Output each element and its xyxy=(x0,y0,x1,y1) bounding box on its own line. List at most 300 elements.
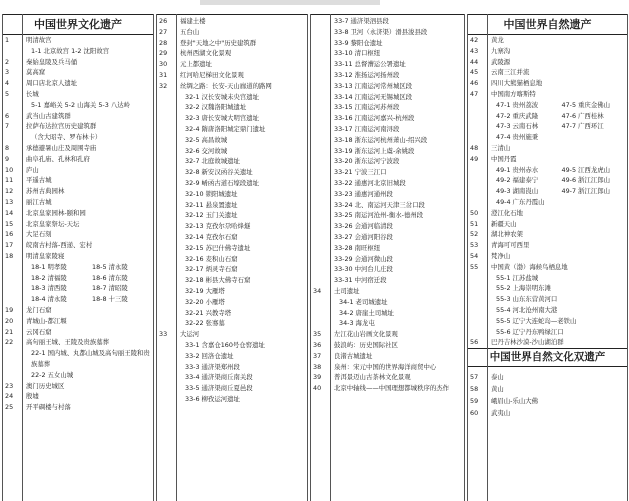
list-sub-item xyxy=(157,362,307,373)
item-name: 大足石刻 xyxy=(26,230,52,239)
item-number: 17 xyxy=(5,241,14,250)
item-number: 33 xyxy=(159,330,168,339)
item-name: 33-31 中河宿迁段 xyxy=(334,276,387,285)
list-sub-item xyxy=(3,100,153,111)
item-name: 55-5 辽宁大连蛇岛—老铁山 xyxy=(496,316,577,325)
item-name: 秦始皇陵及兵马俑 xyxy=(26,57,78,66)
item-name: 泉州：宋元中国的世界海洋商贸中心 xyxy=(334,362,437,371)
list-item xyxy=(468,407,627,419)
item-name: 龙门石窟 xyxy=(26,305,52,314)
list-item xyxy=(3,229,153,240)
item-name: 22-2 五女山城 xyxy=(31,370,74,379)
list-item xyxy=(157,48,307,59)
list-sub-item xyxy=(157,254,307,265)
item-name: 左江花山岩画文化景观 xyxy=(334,330,398,339)
list-sub-item xyxy=(468,294,627,305)
item-name: 32-8 新安汉函谷关遗址 xyxy=(185,168,253,177)
list-sub-item xyxy=(157,286,307,297)
list-sub-item xyxy=(468,316,627,327)
list-item xyxy=(3,305,153,316)
header-mixed-heritage: 中国世界自然文化双遗产 xyxy=(468,348,627,367)
item-name: 34-3 海龙屯 xyxy=(339,319,375,328)
item-name: 元上都遗址 xyxy=(180,60,212,69)
list-item xyxy=(311,243,464,254)
item-number: 16 xyxy=(5,230,14,239)
list-item xyxy=(311,70,464,81)
list-sub-item xyxy=(157,92,307,103)
list-item xyxy=(311,146,464,157)
item-name: 47-5 重庆金佛山 xyxy=(561,100,610,109)
list-item xyxy=(311,59,464,70)
item-name: 长城 xyxy=(26,89,39,98)
item-number: 36 xyxy=(313,340,322,349)
list-item xyxy=(468,240,627,251)
item-name xyxy=(562,197,628,208)
list-item xyxy=(3,240,153,251)
item-name: 32-4 隋唐洛阳城定鼎门遗址 xyxy=(185,124,266,133)
item-name: 武当山古建筑群 xyxy=(26,111,71,120)
list-sub-item xyxy=(157,297,307,308)
list-item xyxy=(468,46,627,57)
item-name: 32-1 汉长安城未央宫遗址 xyxy=(185,92,260,101)
list-item xyxy=(3,165,153,176)
item-number: 58 xyxy=(470,385,479,394)
list-sub-item xyxy=(157,372,307,383)
list-sub-item xyxy=(157,383,307,394)
item-number: 13 xyxy=(5,197,14,206)
item-name: 泰山 xyxy=(491,373,504,382)
item-number: 35 xyxy=(313,330,322,339)
item-name: 32-3 唐长安城大明宫遗址 xyxy=(185,114,260,123)
item-number: 55 xyxy=(470,262,479,271)
list-item xyxy=(468,78,627,89)
list-sub-item-pair xyxy=(468,132,627,143)
list-item xyxy=(311,27,464,38)
item-number: 29 xyxy=(159,49,168,58)
item-number: 49 xyxy=(470,154,479,163)
list-sub-item xyxy=(157,124,307,135)
item-name: 32-7 北庭故城遗址 xyxy=(185,157,240,166)
list-sub-item xyxy=(157,221,307,232)
item-number: 45 xyxy=(470,68,479,77)
item-name: 明清皇家陵寝 xyxy=(26,251,65,260)
item-name: 18-7 清昭陵 xyxy=(92,284,128,293)
list-item xyxy=(3,327,153,338)
item-name: 33-28 南旺枢纽 xyxy=(334,243,381,252)
list-item xyxy=(468,337,627,348)
list-sub-item xyxy=(157,200,307,211)
column-3-body xyxy=(311,14,464,394)
pair-cell xyxy=(488,197,627,208)
item-number: 25 xyxy=(5,403,14,412)
item-name: 新疆天山 xyxy=(491,219,517,228)
item-name: 澄江化石地 xyxy=(491,208,523,217)
list-item xyxy=(311,48,464,59)
list-sub-item xyxy=(157,264,307,275)
item-number: 18 xyxy=(5,251,14,260)
item-name: 明清故宫 xyxy=(26,36,52,44)
list-item xyxy=(311,286,464,297)
list-sub-item-pair xyxy=(3,283,153,294)
item-name: 庐山 xyxy=(26,165,39,174)
list-item xyxy=(3,121,153,132)
list-sub-item-pair xyxy=(3,273,153,284)
list-item xyxy=(3,391,153,402)
item-name: 18-8 十三陵 xyxy=(92,295,128,304)
item-number: 52 xyxy=(470,230,479,239)
item-name: 33-16 江南运河嘉兴-杭州段 xyxy=(334,114,415,123)
list-sub-item xyxy=(157,156,307,167)
item-number: 47 xyxy=(470,89,479,98)
list-item xyxy=(311,264,464,275)
item-name: 33-15 江南运河苏州段 xyxy=(334,103,400,112)
item-name: 33-13 江南运河常州城区段 xyxy=(334,81,413,90)
item-name: （含大昭寺、罗布林卡） xyxy=(31,133,102,142)
item-name: 55-6 辽宁丹东鸭绿江口 xyxy=(496,327,564,336)
item-name: 北京中轴线——中国理想都城秩序的杰作 xyxy=(334,384,450,393)
list-item xyxy=(468,143,627,154)
mixed-heritage-list xyxy=(468,367,627,419)
item-name: 莫高窟 xyxy=(26,68,46,77)
item-name: 34-1 老司城遗址 xyxy=(339,297,388,306)
item-number: 39 xyxy=(313,373,322,382)
item-name: 47-7 广西环江 xyxy=(561,122,604,131)
item-number: 26 xyxy=(159,17,168,25)
list-item xyxy=(157,70,307,81)
item-number: 59 xyxy=(470,397,479,406)
pair-cell xyxy=(488,111,627,122)
list-sub-item xyxy=(3,370,153,381)
list-item xyxy=(3,143,153,154)
item-name: 18-2 清福陵 xyxy=(31,273,67,282)
item-name: 33-7 通济渠泗县段 xyxy=(334,17,389,25)
item-name: 47-6 广西桂林 xyxy=(561,111,604,120)
item-number: 32 xyxy=(159,81,168,90)
pair-cell xyxy=(488,175,627,186)
column-4-body xyxy=(468,35,627,419)
item-number: 31 xyxy=(159,70,168,79)
item-name: 曲阜孔庙、孔林和孔府 xyxy=(26,154,90,163)
item-name: 武陵源 xyxy=(491,57,511,66)
list-item xyxy=(3,208,153,219)
item-number: 19 xyxy=(5,305,14,314)
number-column-divider xyxy=(22,14,23,501)
item-name: 32-22 张骞墓 xyxy=(185,319,225,328)
list-item xyxy=(3,154,153,165)
item-number: 44 xyxy=(470,57,479,66)
list-sub-item xyxy=(157,210,307,221)
list-sub-item xyxy=(3,132,153,143)
item-name: 32-16 麦积山石窟 xyxy=(185,254,238,263)
list-item xyxy=(3,78,153,89)
list-sub-item-pair xyxy=(468,121,627,132)
list-item xyxy=(157,81,307,92)
item-number: 40 xyxy=(313,384,322,393)
item-name: 47-2 重庆武隆 xyxy=(496,111,539,120)
item-name: 四川大熊猫栖息地 xyxy=(491,79,543,88)
list-sub-item-pair xyxy=(3,294,153,305)
list-item xyxy=(311,92,464,103)
item-name: 33-23 通惠河通州段 xyxy=(334,189,393,198)
item-name: 55-1 江苏盐城 xyxy=(496,273,539,282)
item-number: 30 xyxy=(159,60,168,69)
item-name: 33-8 卫河（永济渠）滑县浚县段 xyxy=(334,27,428,36)
number-column-divider xyxy=(176,14,177,501)
item-number: 46 xyxy=(470,79,479,88)
list-sub-item xyxy=(157,102,307,113)
item-number: 5 xyxy=(5,89,10,98)
item-name: 鼓浪屿：历史国际社区 xyxy=(334,340,398,349)
list-sub-item xyxy=(468,283,627,294)
item-name: 32-20 小雁塔 xyxy=(185,297,225,306)
list-sub-item xyxy=(468,305,627,316)
item-name: 18-6 清东陵 xyxy=(92,273,128,282)
list-sub-item xyxy=(157,178,307,189)
list-item xyxy=(468,395,627,407)
item-name: 杭州西湖文化景观 xyxy=(180,49,232,58)
list-item xyxy=(311,178,464,189)
list-sub-item xyxy=(311,318,464,329)
list-sub-item-pair xyxy=(468,197,627,208)
item-name: 22-1 国内城、丸都山城及高句丽王陵和贵族墓葬 xyxy=(31,349,150,368)
pair-cell xyxy=(488,165,627,176)
list-sub-item-pair xyxy=(468,186,627,197)
item-name: 梵净山 xyxy=(491,251,511,260)
item-name: 福建土楼 xyxy=(180,17,206,25)
list-item xyxy=(468,371,627,383)
item-name: 32-5 高昌故城 xyxy=(185,135,228,144)
item-name: 33-24 北、南运河天津三岔口段 xyxy=(334,200,425,209)
item-name: 33-29 会通河微山段 xyxy=(334,254,393,263)
list-item xyxy=(311,38,464,49)
list-item xyxy=(468,154,627,165)
list-sub-item xyxy=(3,348,153,370)
item-number: 54 xyxy=(470,251,479,260)
item-name: 皖南古村落-西递、宏村 xyxy=(26,241,93,250)
list-item xyxy=(468,89,627,100)
item-name: 33-21 宁波三江口 xyxy=(334,168,387,177)
item-name: 47-3 云南石林 xyxy=(496,122,539,131)
item-name: 33-17 江南运河南浔段 xyxy=(334,124,400,133)
number-column-divider xyxy=(487,14,488,501)
list-item xyxy=(3,197,153,208)
list-sub-item xyxy=(157,308,307,319)
number-column-divider xyxy=(330,14,331,501)
list-sub-item xyxy=(157,146,307,157)
item-name: 云南三江并流 xyxy=(491,68,530,77)
list-item xyxy=(3,381,153,392)
list-item xyxy=(311,16,464,27)
item-name: 32-9 崤函古道石壕段遗址 xyxy=(185,178,260,187)
item-name: 32-6 交河故城 xyxy=(185,146,228,155)
pair-cell xyxy=(23,283,153,294)
item-name: 北京皇家园林-颐和园 xyxy=(26,208,86,217)
column-natural xyxy=(467,14,628,501)
list-sub-item xyxy=(157,135,307,146)
pair-cell xyxy=(488,132,627,143)
item-number: 3 xyxy=(5,68,10,77)
pair-cell xyxy=(488,186,627,197)
list-item xyxy=(157,38,307,49)
list-item xyxy=(311,210,464,221)
item-name: 32-2 汉魏洛阳城遗址 xyxy=(185,103,247,112)
item-name: 黄山 xyxy=(491,385,504,394)
item-name: 黄龙 xyxy=(491,36,504,44)
list-item xyxy=(311,124,464,135)
item-name: 47-4 贵州施秉 xyxy=(496,133,539,142)
list-sub-item-pair xyxy=(468,111,627,122)
list-item xyxy=(311,200,464,211)
item-name: 中国黄（渤）海候鸟栖息地 xyxy=(491,262,568,271)
list-sub-item-pair xyxy=(468,175,627,186)
item-name: 18-4 清永陵 xyxy=(31,295,67,304)
item-number: 48 xyxy=(470,143,479,152)
column-cultural-2 xyxy=(156,14,308,501)
item-name: 18-3 清西陵 xyxy=(31,284,67,293)
list-item xyxy=(311,232,464,243)
list-item xyxy=(468,251,627,262)
item-name: 18-5 清永陵 xyxy=(92,262,128,271)
item-name: 49-3 湖南崀山 xyxy=(496,187,539,196)
list-sub-item xyxy=(157,232,307,243)
list-item xyxy=(311,351,464,362)
list-item xyxy=(311,81,464,92)
item-number: 37 xyxy=(313,351,322,360)
item-number: 10 xyxy=(5,165,14,174)
column-cultural-1 xyxy=(2,14,154,501)
item-number: 50 xyxy=(470,208,479,217)
item-name: 49-5 江西龙虎山 xyxy=(561,165,610,174)
item-name: 土司遗址 xyxy=(334,286,360,295)
header-cultural-heritage: 中国世界文化遗产 xyxy=(3,14,153,35)
list-item xyxy=(3,186,153,197)
item-name: 32-14 克孜尔石窟 xyxy=(185,232,238,241)
list-item xyxy=(157,27,307,38)
pair-cell xyxy=(23,262,153,273)
list-item xyxy=(3,57,153,68)
item-name: 五台山 xyxy=(180,27,200,36)
item-name: 中国丹霞 xyxy=(491,154,517,163)
item-name: 18-1 明孝陵 xyxy=(31,262,67,271)
list-sub-item xyxy=(157,394,307,405)
item-name: 5-1 嘉峪关 5-2 山海关 5-3 八达岭 xyxy=(31,100,130,109)
list-sub-item xyxy=(157,113,307,124)
list-item xyxy=(3,402,153,413)
list-item xyxy=(3,337,153,348)
item-name: 九寨沟 xyxy=(491,46,511,55)
list-sub-item xyxy=(157,275,307,286)
item-number: 43 xyxy=(470,46,479,55)
item-name: 32-21 兴教寺塔 xyxy=(185,308,232,317)
item-number: 12 xyxy=(5,187,14,196)
list-item xyxy=(311,340,464,351)
item-name: 49-2 福建泰宁 xyxy=(496,176,539,185)
item-name: 苏州古典园林 xyxy=(26,187,65,196)
item-name: 47-1 贵州荔波 xyxy=(496,100,539,109)
list-sub-item xyxy=(468,327,627,338)
item-number: 14 xyxy=(5,208,14,217)
item-number: 1 xyxy=(5,36,10,44)
pair-cell xyxy=(23,294,153,305)
pair-cell xyxy=(23,273,153,284)
item-name: 32-18 彬县大佛寺石窟 xyxy=(185,276,251,285)
pair-cell xyxy=(488,100,627,111)
item-name: 红河哈尼梯田文化景观 xyxy=(180,70,244,79)
item-name: 33-10 清口枢纽 xyxy=(334,49,381,58)
item-number: 51 xyxy=(470,219,479,228)
item-name: 丝绸之路：长安-天山廊道的路网 xyxy=(180,81,272,90)
list-item xyxy=(311,113,464,124)
list-item xyxy=(311,372,464,383)
list-sub-item-pair xyxy=(468,165,627,176)
item-number: 6 xyxy=(5,111,10,120)
item-name: 32-19 大雁塔 xyxy=(185,286,225,295)
list-item xyxy=(468,229,627,240)
item-number: 42 xyxy=(470,36,479,44)
item-name: 33-19 浙东运河上虞-余姚段 xyxy=(334,146,415,155)
item-name: 良渚古城遗址 xyxy=(334,351,373,360)
item-name: 33-9 黎阳仓遗址 xyxy=(334,38,383,47)
list-item xyxy=(468,383,627,395)
item-name: 55-2 上海崇明东滩 xyxy=(496,284,551,293)
list-sub-item xyxy=(157,351,307,362)
list-item xyxy=(311,189,464,200)
column-2-body xyxy=(157,14,307,405)
list-item xyxy=(311,221,464,232)
item-number: 53 xyxy=(470,241,479,250)
item-name: 33-6 柳孜运河遗址 xyxy=(185,394,240,403)
item-name: 33-11 总督漕运公署遗址 xyxy=(334,60,406,69)
item-name: 33-4 通济渠商丘南关段 xyxy=(185,373,253,382)
item-name: 大运河 xyxy=(180,330,200,339)
item-name: 拉萨布达拉宫历史建筑群 xyxy=(26,122,97,131)
item-name: 33-12 淮扬运河扬州段 xyxy=(334,70,400,79)
item-name: 武夷山 xyxy=(491,409,511,418)
list-sub-item xyxy=(157,189,307,200)
item-name: 33-3 通济渠郑州段 xyxy=(185,362,240,371)
item-number: 4 xyxy=(5,79,10,88)
item-name: 55-3 山东东营黄河口 xyxy=(496,295,558,304)
item-number: 9 xyxy=(5,154,10,163)
list-item xyxy=(468,208,627,219)
item-name: 三清山 xyxy=(491,143,511,152)
item-name: 湖北神农架 xyxy=(491,230,523,239)
item-name: 丽江古城 xyxy=(26,197,52,206)
item-name: 33-20 浙东运河宁波段 xyxy=(334,157,400,166)
item-name: 32-12 玉门关遗址 xyxy=(185,211,238,220)
item-name: 49-6 浙江江郎山 xyxy=(561,176,610,185)
item-name: 33-18 浙东运河杭州萧山-绍兴段 xyxy=(334,135,428,144)
item-name: 32-13 克孜尔尕哈烽燧 xyxy=(185,222,251,231)
item-name: 周口店北京人遗址 xyxy=(26,79,78,88)
top-shadow xyxy=(200,0,380,5)
header-natural-heritage: 中国世界自然遗产 xyxy=(468,14,627,35)
item-number: 24 xyxy=(5,392,14,401)
list-item xyxy=(311,275,464,286)
item-name: 33-2 回洛仓遗址 xyxy=(185,351,234,360)
list-item xyxy=(311,362,464,373)
item-name xyxy=(562,132,628,143)
list-item xyxy=(3,175,153,186)
item-name: 32-11 悬泉置遗址 xyxy=(185,200,238,209)
item-number: 8 xyxy=(5,143,10,152)
item-number: 2 xyxy=(5,57,10,66)
item-name: 33-26 会通河临清段 xyxy=(334,222,393,231)
list-sub-item xyxy=(311,297,464,308)
item-number: 20 xyxy=(5,316,14,325)
item-name: 平遥古城 xyxy=(26,176,52,185)
list-sub-item xyxy=(157,243,307,254)
